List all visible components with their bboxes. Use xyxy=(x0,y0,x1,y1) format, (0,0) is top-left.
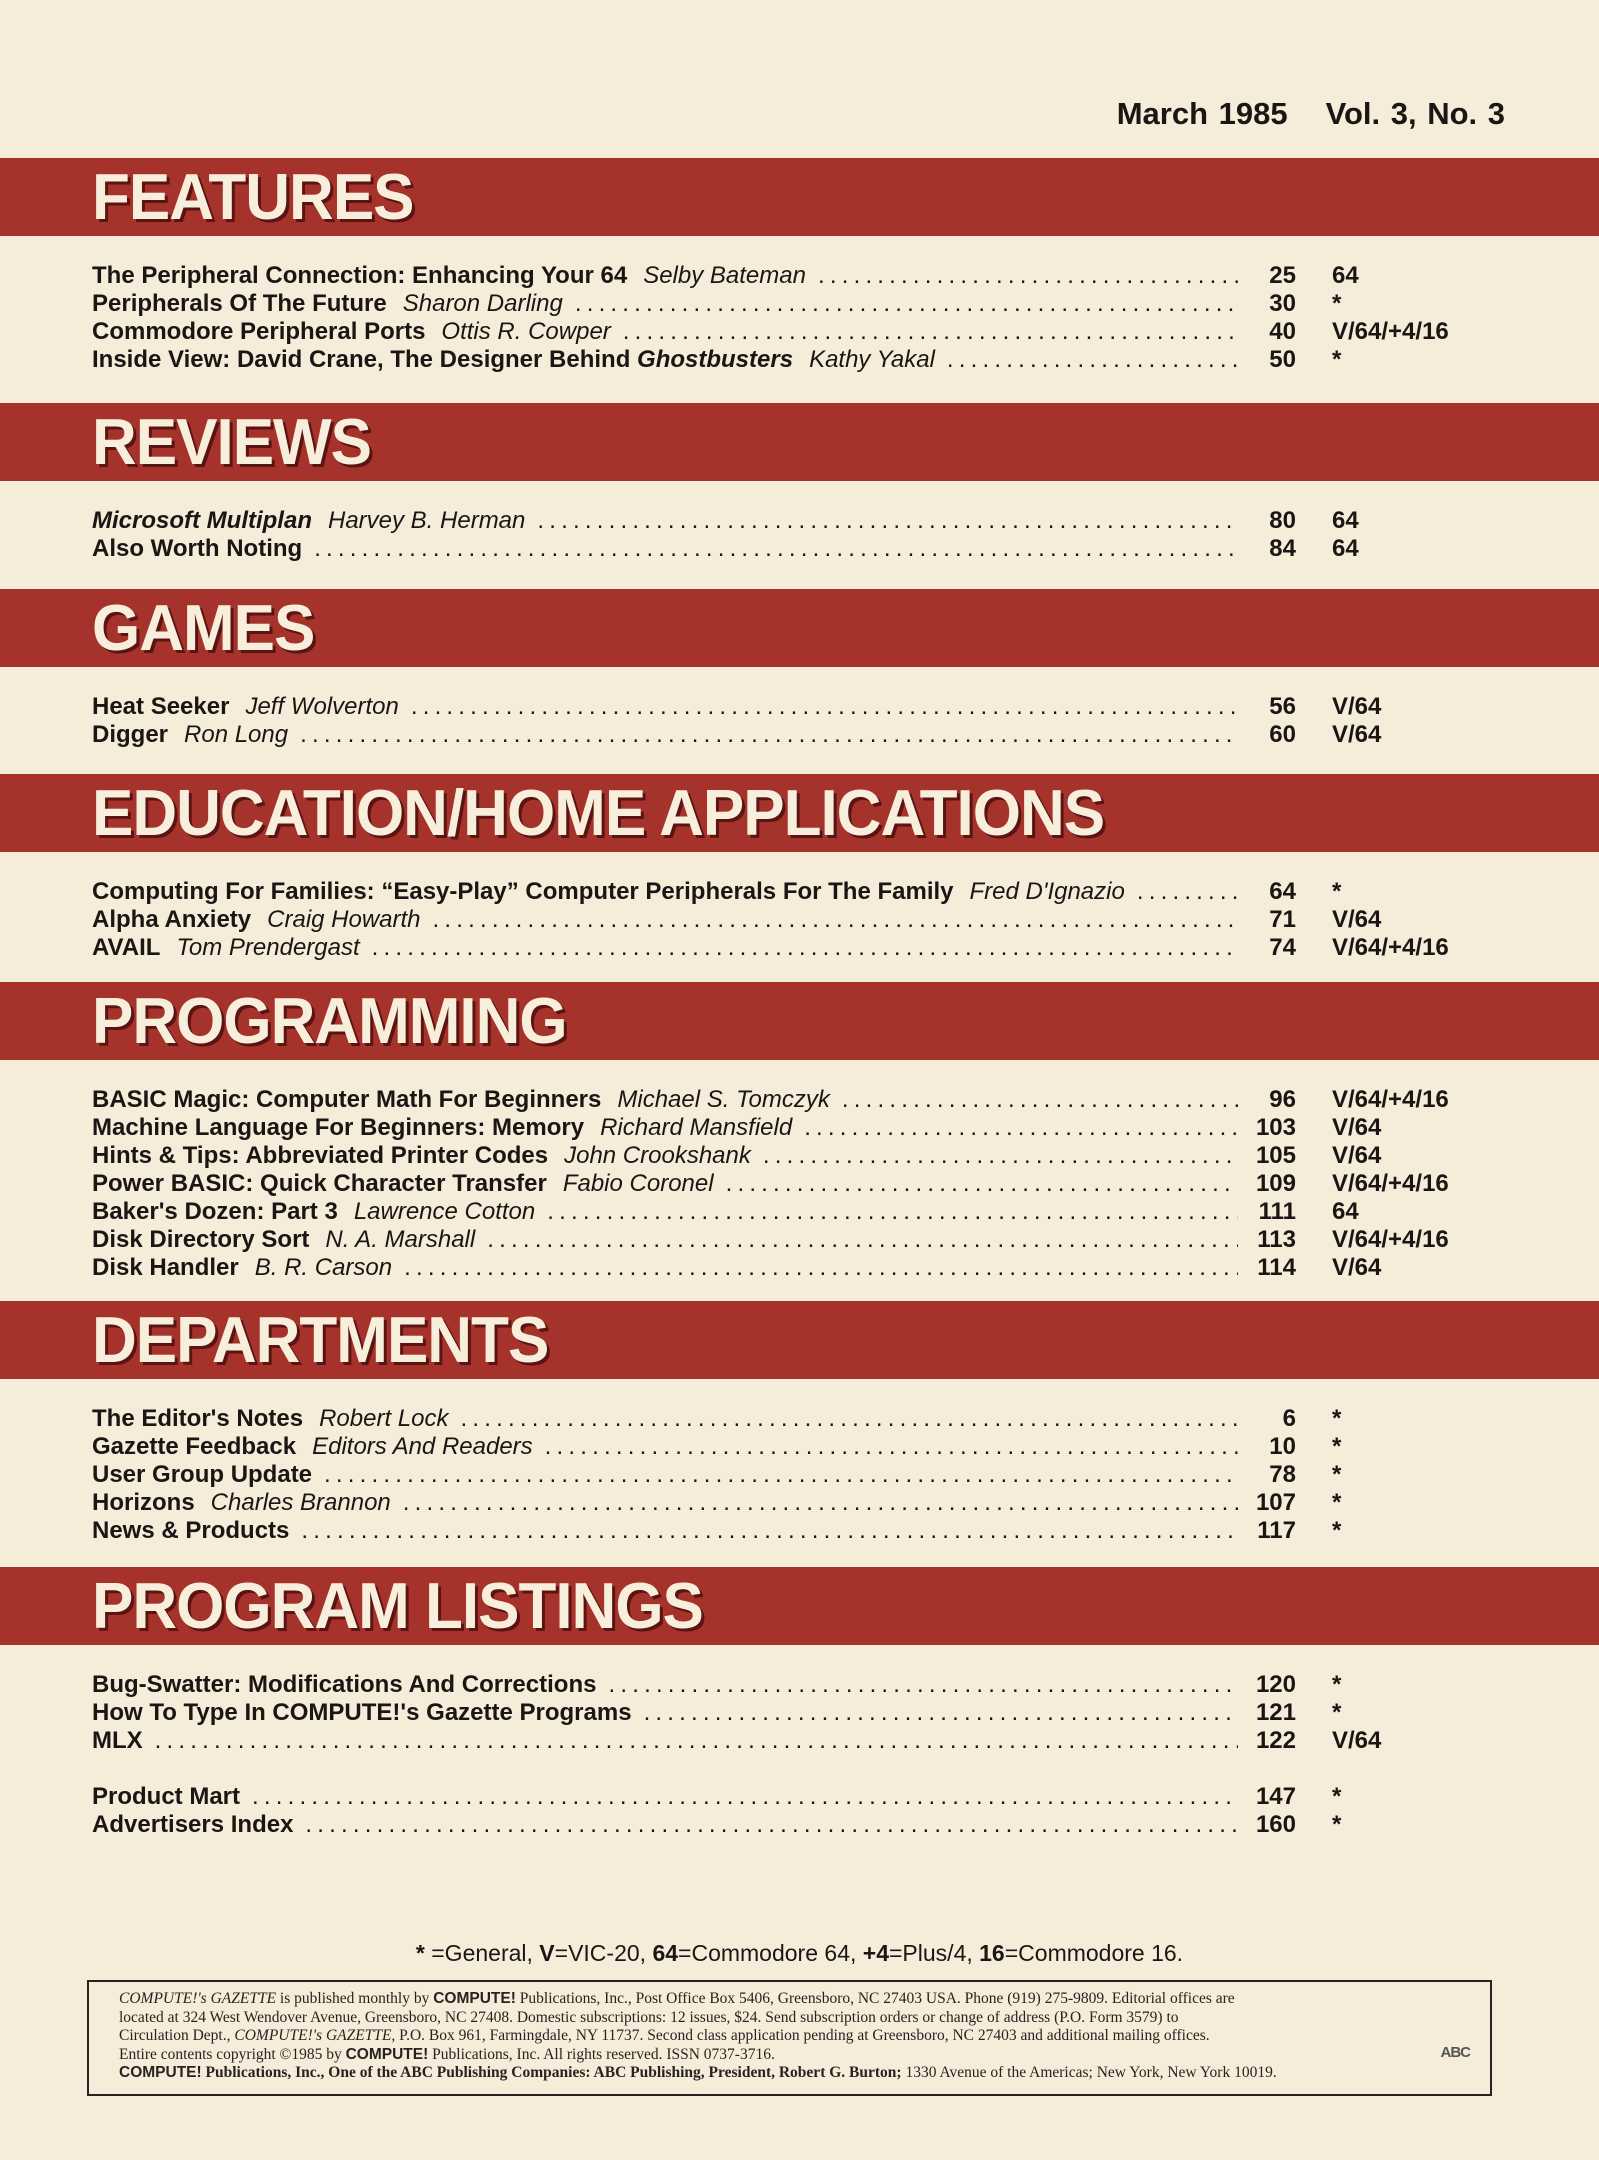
article-author: Jeff Wolverton xyxy=(245,693,399,720)
article-title-text: Horizons xyxy=(92,1489,195,1516)
article-row[interactable] xyxy=(92,1727,1502,1755)
machine-code: V/64 xyxy=(1332,1254,1382,1281)
machine-code: * xyxy=(1332,1517,1342,1544)
legend-value: =General, xyxy=(424,1940,540,1966)
article-title-text: How To Type In COMPUTE!'s Gazette Programs xyxy=(92,1699,632,1726)
article-author: Charles Brannon xyxy=(210,1489,391,1516)
footer-text: is published monthly by xyxy=(276,1990,434,2007)
page-number: 107 xyxy=(1255,1489,1296,1516)
section-heading: EDUCATION/HOME APPLICATIONS xyxy=(92,777,1105,850)
section-heading: PROGRAMMING xyxy=(92,985,567,1058)
legend-value: =Commodore 16. xyxy=(1004,1940,1184,1966)
article-title-text: Disk Handler xyxy=(92,1254,239,1281)
article-title-text: Advertisers Index xyxy=(92,1811,294,1838)
page-number: 117 xyxy=(1257,1517,1296,1544)
machine-code: V/64 xyxy=(1332,1114,1382,1141)
article-title xyxy=(92,1783,240,1811)
article-author: N. A. Marshall xyxy=(325,1226,476,1253)
article-title xyxy=(92,1405,303,1433)
article-author: Ron Long xyxy=(184,721,289,748)
article-row[interactable] xyxy=(92,693,1502,721)
machine-code: * xyxy=(1332,1405,1342,1432)
article-row[interactable] xyxy=(92,1198,1502,1226)
footer-text: 1330 Avenue of the Americas; New York, New York 10019. xyxy=(901,2064,1277,2081)
article-row[interactable] xyxy=(92,346,1502,374)
page-number: 111 xyxy=(1258,1198,1296,1225)
article-title xyxy=(92,878,954,906)
article-row[interactable] xyxy=(92,1699,1502,1727)
dot-leader xyxy=(842,1086,1238,1114)
article-author: Richard Mansfield xyxy=(600,1114,793,1141)
page-number: 30 xyxy=(1269,290,1296,317)
article-title xyxy=(92,507,312,535)
section-band-departments xyxy=(0,1301,1599,1379)
article-title-text: The Peripheral Connection: Enhancing Your 64 xyxy=(92,262,628,289)
article-title-text: Gazette Feedback xyxy=(92,1433,297,1460)
article-title-text: News & Products xyxy=(92,1517,290,1544)
dot-leader xyxy=(404,1254,1238,1282)
article-title xyxy=(92,721,168,749)
article-author: B. R. Carson xyxy=(254,1254,393,1281)
footer-text: COMPUTE!'s GAZETTE, xyxy=(234,2027,396,2044)
article-title-text: Computing For Families: “Easy-Play” Computer Peripherals For The Family xyxy=(92,878,954,905)
page-number: 64 xyxy=(1269,878,1296,905)
footer-text: COMPUTE! xyxy=(119,2064,202,2081)
article-row[interactable] xyxy=(92,1226,1502,1254)
dot-leader xyxy=(305,1811,1238,1839)
article-author: Fabio Coronel xyxy=(562,1170,714,1197)
dot-leader xyxy=(301,1517,1238,1545)
footer-text: Circulation Dept., xyxy=(119,2027,235,2044)
article-author: John Crookshank xyxy=(564,1142,751,1169)
dot-leader xyxy=(545,1433,1238,1461)
page-number: 121 xyxy=(1255,1699,1296,1726)
footer-text: Publications, Inc., One of the ABC Publishing Companies: ABC Publishing, President, Robert G. Burton; xyxy=(201,2064,902,2081)
article-row[interactable] xyxy=(92,1405,1502,1433)
machine-code: V/64 xyxy=(1332,906,1382,933)
footer-line xyxy=(119,2027,1460,2046)
legend-key: 16 xyxy=(979,1940,1005,1966)
article-title xyxy=(92,290,387,318)
dot-leader xyxy=(487,1226,1238,1254)
dot-leader xyxy=(608,1671,1238,1699)
article-title-text: User Group Update xyxy=(92,1461,313,1488)
dot-leader xyxy=(726,1170,1238,1198)
article-row[interactable] xyxy=(92,1433,1502,1461)
machine-code: * xyxy=(1332,290,1342,317)
article-title xyxy=(92,1489,195,1517)
article-author: Editors And Readers xyxy=(312,1433,533,1460)
section-heading: REVIEWS xyxy=(92,406,371,479)
article-row[interactable] xyxy=(92,1811,1502,1839)
article-title-text: The Editor's Notes xyxy=(92,1405,304,1432)
section-heading: DEPARTMENTS xyxy=(92,1304,549,1377)
article-title xyxy=(92,1699,632,1727)
legend-value: =Plus/4, xyxy=(889,1940,980,1966)
article-row[interactable] xyxy=(92,1254,1502,1282)
machine-code: V/64/+4/16 xyxy=(1332,934,1449,961)
machine-legend xyxy=(0,1940,1599,1967)
machine-code: V/64/+4/16 xyxy=(1332,1170,1449,1197)
article-title-text: Peripherals Of The Future xyxy=(92,290,387,317)
article-author: Selby Bateman xyxy=(643,262,806,289)
dot-leader xyxy=(252,1783,1238,1811)
article-row[interactable] xyxy=(92,1170,1502,1198)
footer-text: Publications, Inc. All rights reserved. ISSN 0737-3716. xyxy=(428,2045,775,2063)
machine-code: * xyxy=(1332,1671,1342,1698)
article-title xyxy=(92,1170,547,1198)
machine-code: V/64/+4/16 xyxy=(1332,1086,1449,1113)
article-title xyxy=(92,906,251,934)
dot-leader xyxy=(763,1142,1238,1170)
article-row[interactable] xyxy=(92,507,1502,535)
article-author: Kathy Yakal xyxy=(809,346,935,373)
article-author: Tom Prendergast xyxy=(176,934,360,961)
machine-code: * xyxy=(1332,346,1342,373)
dot-leader xyxy=(623,318,1238,346)
section-band-programming xyxy=(0,982,1599,1060)
machine-code: V/64 xyxy=(1332,1142,1382,1169)
article-list xyxy=(92,507,1502,563)
page-number: 103 xyxy=(1255,1114,1296,1141)
article-row[interactable] xyxy=(92,878,1502,906)
article-title-text: Product Mart xyxy=(92,1783,241,1810)
section-band-reviews xyxy=(0,403,1599,481)
article-list xyxy=(92,262,1502,374)
dot-leader xyxy=(460,1405,1238,1433)
article-title-text: Bug-Swatter: Modifications And Corrections xyxy=(92,1671,597,1698)
dot-leader xyxy=(155,1727,1238,1755)
article-title-text: AVAIL xyxy=(92,934,161,961)
section-band-education-home-applications xyxy=(0,774,1599,852)
issue-date: March 1985 xyxy=(1116,96,1288,131)
article-title-text: Inside View: David Crane, The Designer Behind xyxy=(92,346,631,373)
page-number: 160 xyxy=(1255,1811,1296,1838)
machine-code: V/64/+4/16 xyxy=(1332,1226,1449,1253)
legend-value: =VIC-20, xyxy=(554,1940,653,1966)
article-title-text: Digger xyxy=(92,721,169,748)
machine-code: * xyxy=(1332,1783,1342,1810)
legend-value: =Commodore 64, xyxy=(678,1940,863,1966)
article-row[interactable] xyxy=(92,906,1502,934)
article-list xyxy=(92,1671,1502,1839)
page-number: 6 xyxy=(1282,1405,1296,1432)
article-title xyxy=(92,318,425,346)
article-title-italic: Ghostbusters xyxy=(637,346,794,373)
article-row[interactable] xyxy=(92,290,1502,318)
dot-leader xyxy=(324,1461,1238,1489)
page-number: 60 xyxy=(1269,721,1296,748)
section-band-games xyxy=(0,589,1599,667)
article-row[interactable] xyxy=(92,721,1502,749)
article-title xyxy=(92,1198,338,1226)
section-heading: FEATURES xyxy=(92,161,414,234)
article-title xyxy=(92,1517,289,1545)
article-list xyxy=(92,878,1502,962)
article-author: Craig Howarth xyxy=(267,906,421,933)
article-title-text: Hints & Tips: Abbreviated Printer Codes xyxy=(92,1142,549,1169)
article-list xyxy=(92,1086,1502,1282)
legend-key: * xyxy=(415,1940,425,1966)
footer-text: COMPUTE! xyxy=(345,2045,429,2063)
article-title-text: Disk Directory Sort xyxy=(92,1226,310,1253)
article-title-text: Baker's Dozen: Part 3 xyxy=(92,1198,338,1225)
dot-leader xyxy=(300,721,1238,749)
machine-code: * xyxy=(1332,1489,1342,1516)
article-row[interactable] xyxy=(92,1086,1502,1114)
machine-code: 64 xyxy=(1332,262,1359,289)
page-number: 122 xyxy=(1255,1727,1296,1754)
dot-leader xyxy=(644,1699,1238,1727)
footer-text: P.O. Box 961, Farmingdale, NY 11737. Second class application pending at Greensboro, NC 27403 and additional mailing offices. xyxy=(395,2027,1210,2044)
page-number: 105 xyxy=(1255,1142,1296,1169)
dot-leader xyxy=(411,693,1238,721)
machine-code: * xyxy=(1332,1699,1342,1726)
article-title xyxy=(92,346,793,374)
dot-leader xyxy=(547,1198,1238,1226)
footer-line xyxy=(119,2064,1460,2083)
article-title-text: Power BASIC: Quick Character Transfer xyxy=(92,1170,547,1197)
article-row[interactable] xyxy=(92,1671,1502,1699)
machine-code: V/64 xyxy=(1332,1727,1382,1754)
page-number: 80 xyxy=(1269,507,1296,534)
dot-leader xyxy=(433,906,1238,934)
page-number: 84 xyxy=(1269,535,1296,562)
machine-code: * xyxy=(1332,1461,1342,1488)
issue-volume: Vol. 3, No. 3 xyxy=(1325,96,1505,131)
article-list xyxy=(92,693,1502,749)
dot-leader xyxy=(372,934,1238,962)
article-title xyxy=(92,934,160,962)
footer-text: COMPUTE!'s GAZETTE xyxy=(119,1990,277,2007)
dot-leader xyxy=(947,346,1238,374)
article-title-text: Heat Seeker xyxy=(92,693,230,720)
article-title xyxy=(92,693,229,721)
page-number: 78 xyxy=(1269,1461,1296,1488)
article-row[interactable] xyxy=(92,1142,1502,1170)
article-row[interactable] xyxy=(92,262,1502,290)
machine-code: 64 xyxy=(1332,507,1359,534)
machine-code: * xyxy=(1332,878,1342,905)
article-title-text: Also Worth Noting xyxy=(92,535,303,562)
page-number: 56 xyxy=(1269,693,1296,720)
page-number: 147 xyxy=(1255,1783,1296,1810)
article-author: Fred D'Ignazio xyxy=(969,878,1125,905)
article-title xyxy=(92,1433,296,1461)
footer-text: COMPUTE! xyxy=(433,1990,516,2007)
article-author: Robert Lock xyxy=(319,1405,449,1432)
article-title xyxy=(92,262,627,290)
dot-leader xyxy=(314,535,1238,563)
article-row[interactable] xyxy=(92,1114,1502,1142)
page-number: 10 xyxy=(1269,1433,1296,1460)
section-band-program-listings xyxy=(0,1567,1599,1645)
page-number: 120 xyxy=(1255,1671,1296,1698)
page-number: 25 xyxy=(1269,262,1296,289)
article-row[interactable] xyxy=(92,1489,1502,1517)
dot-leader xyxy=(804,1114,1238,1142)
article-title xyxy=(92,1114,584,1142)
article-title xyxy=(92,1671,596,1699)
article-author: Sharon Darling xyxy=(402,290,563,317)
article-title xyxy=(92,1142,548,1170)
machine-code: 64 xyxy=(1332,1198,1359,1225)
dot-leader xyxy=(537,507,1238,535)
section-heading: PROGRAM LISTINGS xyxy=(92,1570,703,1643)
article-author: Michael S. Tomczyk xyxy=(617,1086,830,1113)
page-number: 50 xyxy=(1269,346,1296,373)
page-number: 71 xyxy=(1269,906,1296,933)
article-title-text: Alpha Anxiety xyxy=(92,906,252,933)
legend-key: V xyxy=(539,1940,555,1966)
article-title xyxy=(92,1254,239,1282)
page-number: 113 xyxy=(1257,1226,1296,1253)
footer-text: located at 324 West Wendover Avenue, Greensboro, NC 27408. Domestic subscriptions: 12 issues, $24. Send subscription orders or change of address (P.O. Form 3579) to xyxy=(119,2008,1179,2026)
article-row[interactable] xyxy=(92,1461,1502,1489)
article-title xyxy=(92,1086,601,1114)
dot-leader xyxy=(403,1489,1238,1517)
article-author: Ottis R. Cowper xyxy=(441,318,611,345)
footer-line xyxy=(119,1990,1460,2009)
abc-logo: ABC xyxy=(1440,2044,1470,2061)
article-row[interactable] xyxy=(92,934,1502,962)
legend-key: +4 xyxy=(862,1940,889,1966)
machine-code: 64 xyxy=(1332,535,1359,562)
dot-leader xyxy=(1137,878,1238,906)
page-number: 114 xyxy=(1257,1254,1296,1281)
article-title xyxy=(92,535,302,563)
article-row[interactable] xyxy=(92,1517,1502,1545)
article-row[interactable] xyxy=(92,1783,1502,1811)
page-number: 96 xyxy=(1269,1086,1296,1113)
article-title-text: MLX xyxy=(92,1727,143,1754)
section-heading: GAMES xyxy=(92,592,315,665)
dot-leader xyxy=(818,262,1238,290)
article-row[interactable] xyxy=(92,535,1502,563)
article-title xyxy=(92,1727,143,1755)
machine-code: * xyxy=(1332,1433,1342,1460)
article-title-text: Commodore Peripheral Ports xyxy=(92,318,426,345)
section-band-features xyxy=(0,158,1599,236)
article-author: Lawrence Cotton xyxy=(353,1198,536,1225)
footer-text: Entire contents copyright ©1985 by xyxy=(119,2045,346,2063)
article-title-text: BASIC Magic: Computer Math For Beginners xyxy=(92,1086,602,1113)
article-title xyxy=(92,1226,309,1254)
dot-leader xyxy=(575,290,1238,318)
machine-code: V/64 xyxy=(1332,693,1382,720)
article-title xyxy=(92,1811,293,1839)
legend-key: 64 xyxy=(652,1940,679,1966)
article-title-text: Machine Language For Beginners: Memory xyxy=(92,1114,585,1141)
footer-line xyxy=(119,2046,1460,2065)
machine-code: V/64/+4/16 xyxy=(1332,318,1449,345)
issue-info xyxy=(1117,96,1505,132)
footer-line xyxy=(119,2009,1460,2028)
machine-code: * xyxy=(1332,1811,1342,1838)
article-list xyxy=(92,1405,1502,1545)
article-row[interactable] xyxy=(92,318,1502,346)
publisher-info-box xyxy=(87,1980,1492,2096)
page-number: 40 xyxy=(1269,318,1296,345)
page-number: 109 xyxy=(1255,1170,1296,1197)
article-author: Harvey B. Herman xyxy=(327,507,526,534)
page-number: 74 xyxy=(1269,934,1296,961)
footer-text: Publications, Inc., Post Office Box 5406, Greensboro, NC 27403 USA. Phone (919) 275-9809. Editorial offices are xyxy=(515,1990,1235,2007)
machine-code: V/64 xyxy=(1332,721,1382,748)
article-title-italic: Microsoft Multiplan xyxy=(92,507,312,534)
article-title xyxy=(92,1461,312,1489)
